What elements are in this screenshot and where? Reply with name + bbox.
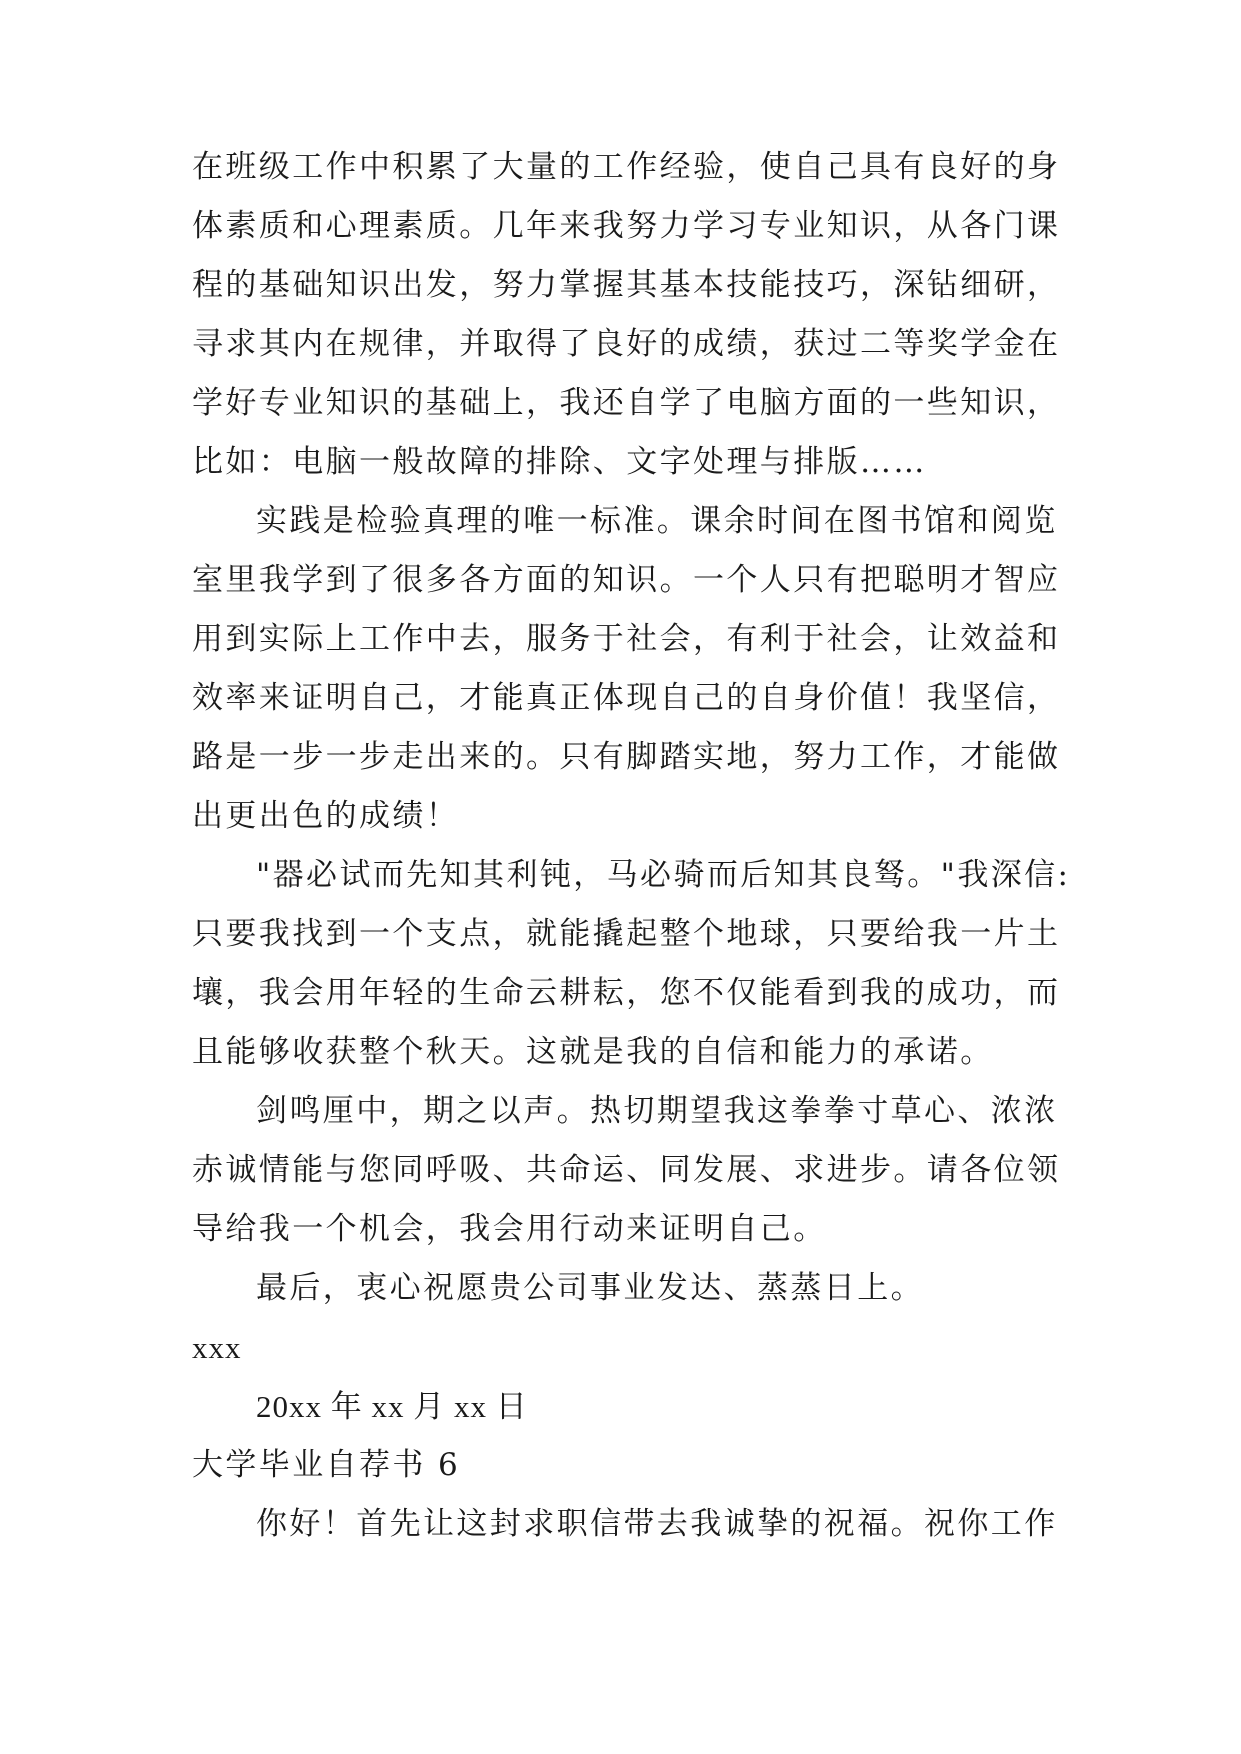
closing-paragraph-line-2: 赤诚情能与您同呼吸、共命运、同发展、求进步。请各位领	[192, 1152, 1061, 1188]
practice-paragraph-line-1: 实践是检验真理的唯一标准。课余时间在图书馆和阅览	[256, 503, 1058, 539]
practice-paragraph-line-3: 用到实际上工作中去，服务于社会，有利于社会，让效益和	[192, 621, 1061, 657]
practice-paragraph-line-6: 出更出色的成绩！	[192, 798, 460, 834]
body-line-5: 学好专业知识的基础上，我还自学了电脑方面的一些知识，	[192, 385, 1061, 421]
next-letter-opening: 你好！首先让这封求职信带去我诚挚的祝福。祝你工作	[256, 1506, 1058, 1542]
body-line-3: 程的基础知识出发，努力掌握其基本技能技巧，深钻细研，	[192, 267, 1061, 303]
signature-name: xxx	[192, 1330, 242, 1365]
quote-paragraph-line-2: 只要我找到一个支点，就能撬起整个地球，只要给我一片土	[192, 916, 1061, 952]
body-line-2: 体素质和心理素质。几年来我努力学习专业知识，从各门课	[192, 208, 1061, 244]
letter-body	[192, 138, 1072, 1554]
practice-paragraph-line-5: 路是一步一步走出来的。只有脚踏实地，努力工作，才能做	[192, 739, 1061, 775]
closing-paragraph-line-3: 导给我一个机会，我会用行动来证明自己。	[192, 1211, 827, 1247]
practice-paragraph-line-2: 室里我学到了很多各方面的知识。一个人只有把聪明才智应	[192, 562, 1061, 598]
quote-paragraph-line-3: 壤，我会用年轻的生命云耕耘，您不仅能看到我的成功，而	[192, 975, 1061, 1011]
closing-paragraph-line-1: 剑鸣厘中，期之以声。热切期望我这拳拳寸草心、浓浓	[256, 1093, 1058, 1129]
final-wish: 最后，衷心祝愿贵公司事业发达、蒸蒸日上。	[256, 1270, 924, 1306]
body-line-4: 寻求其内在规律，并取得了良好的成绩，获过二等奖学金在	[192, 326, 1061, 362]
quote-paragraph-line-4: 且能够收获整个秋天。这就是我的自信和能力的承诺。	[192, 1034, 994, 1070]
practice-paragraph-line-4: 效率来证明自己，才能真正体现自己的自身价值！我坚信，	[192, 680, 1061, 716]
quote-paragraph-line-1: "器必试而先知其利钝，马必骑而后知其良驽。"我深信:	[256, 857, 1071, 893]
body-line-1: 在班级工作中积累了大量的工作经验，使自己具有良好的身	[192, 149, 1061, 185]
section-heading: 大学毕业自荐书 6	[192, 1447, 461, 1483]
body-line-6: 比如：电脑一般故障的排除、文字处理与排版……	[192, 444, 927, 480]
signature-date: 20xx 年 xx 月 xx 日	[256, 1389, 528, 1424]
